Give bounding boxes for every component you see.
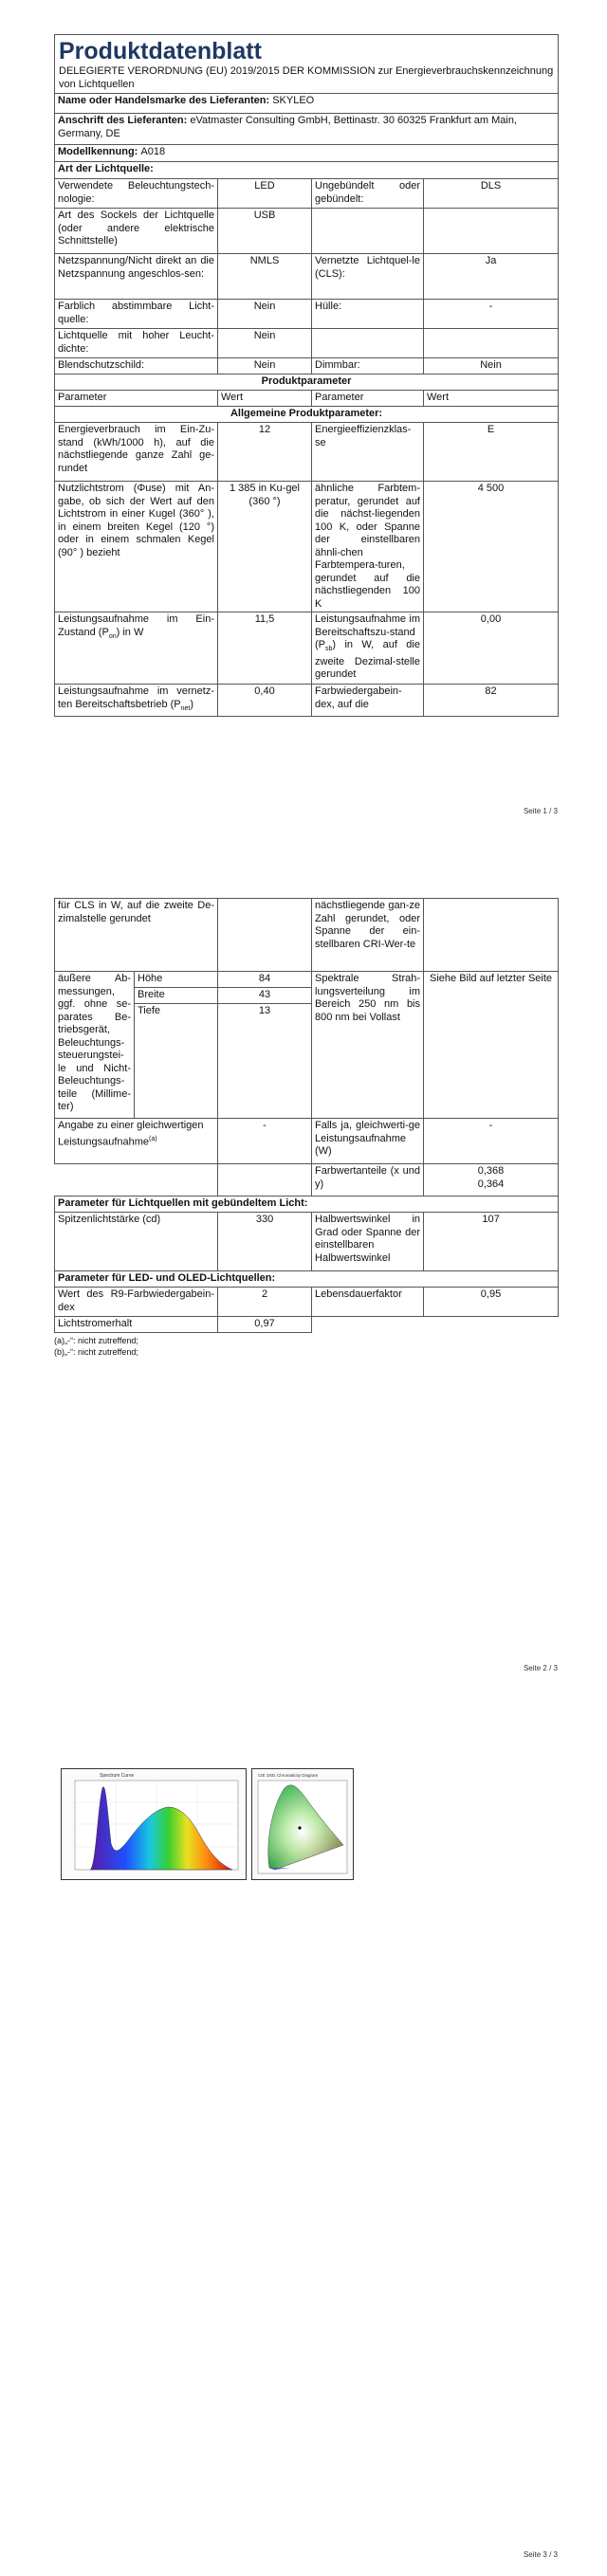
col-parameter-2: Parameter <box>312 391 424 407</box>
page-1 <box>0 0 607 830</box>
cct-label: ähnliche Farbtem-peratur, gerundet auf die nächst-liegenden 100 K, oder Spanne der einstellbaren ähnli-chen Farbtempera-turen, gerundet auf die nächstliegenden 100 K <box>312 482 424 612</box>
page-2 <box>0 830 607 1683</box>
beam-angle-value: 107 <box>424 1213 559 1271</box>
supplier-name-label: Name oder Handelsmarke des Lieferanten: <box>58 95 270 106</box>
equivalent-power-claim-label: Falls ja, gleichwerti-ge Leistungsaufnahme (W) <box>312 1119 424 1164</box>
standby-power-value: 0,00 <box>424 612 559 685</box>
col-value-2: Wert <box>424 391 559 407</box>
lumen-maintenance-label: Lichtstromerhalt <box>55 1317 218 1333</box>
cri-label-cont: nächstliegende gan-ze Zahl gerundet, oder Spanne der ein-stellbaren CRI-Wer-te <box>312 899 424 972</box>
page-title: Produktdatenblatt <box>59 38 262 64</box>
standby-power-label: Leistungsaufnahme im Bereitschaftszu-stand $(P_{sb})$ in W, auf die zweite Dezimal-stelle gerundet <box>312 612 424 685</box>
cie-figure <box>251 1768 354 1880</box>
tunable-label: Farblich abstimmbare Licht-quelle: <box>55 300 218 329</box>
page-number-2: Seite 2 / 3 <box>523 1664 558 1672</box>
networked-standby-label-cont: für CLS in W, auf die zweite De-zimalstelle gerundet <box>55 899 218 972</box>
r9-value: 2 <box>218 1288 312 1317</box>
peak-intensity-label: Spitzenlichtstärke (cd) <box>55 1213 218 1271</box>
cap-type-value: USB <box>218 209 312 254</box>
page-number-3: Seite 3 / 3 <box>523 2550 558 2559</box>
power-on-value: 11,5 <box>218 612 312 685</box>
useful-flux-label: Nutzlichtstrom (Φuse) mit An-gabe, ob sich der Wert auf den Lichtstrom in einer Kugel (360° ), in einem breiten Kegel (120 °) oder in einem schmalen Kegel (90° ) bezieht <box>55 482 218 612</box>
equivalent-power-label: Angabe zu einer gleichwertigen Leistungsaufnahme$^{(a)}$ <box>55 1119 218 1164</box>
cie-point <box>298 1826 301 1829</box>
depth-value: 13 <box>218 1004 312 1119</box>
address-row <box>55 114 559 145</box>
footnote-a: (a)„-“: nicht zutreffend; <box>54 1336 138 1345</box>
lumen-maintenance-value: 0,97 <box>218 1317 312 1333</box>
mains-value: NMLS <box>218 254 312 300</box>
high-luminance-label: Lichtquelle mit hoher Leucht-dichte: <box>55 329 218 358</box>
product-parameters-heading: Produktparameter <box>55 375 559 391</box>
directional-label: Ungebündelt oder gebündelt: <box>312 179 424 209</box>
supplier-name: SKYLEO <box>272 95 315 106</box>
peak-intensity-value: 330 <box>218 1213 312 1271</box>
width-value: 43 <box>218 988 312 1004</box>
mains-label: Netzspannung/Nicht direkt an die Netzspannung angeschlos-sen: <box>55 254 218 300</box>
envelope-label: Hülle: <box>312 300 424 329</box>
spectral-distribution-label: Spektrale Strah-lungsverteilung im Bereich 250 nm bis 800 nm bei Vollast <box>312 972 424 1119</box>
energy-consumption-value: 12 <box>218 423 312 482</box>
cap-type-label: Art des Sockels der Lichtquelle (oder andere elektrische Schnittstelle) <box>55 209 218 254</box>
light-source-type-label: Art der Lichtquelle: <box>55 162 559 179</box>
dimensions-label: äußere Ab-messungen, ggf. ohne se-parates Be-triebsgerät, Beleuchtungs-steuerungstei-le und Nicht-Beleuchtungs-teile (Millime-ter) <box>55 972 135 1119</box>
survival-factor-value: 0,95 <box>424 1288 559 1317</box>
spectral-distribution-value: Siehe Bild auf letzter Seite <box>424 972 559 1119</box>
height-label: Höhe <box>135 972 218 988</box>
datasheet-page-2 <box>54 898 558 1358</box>
cls-value: Ja <box>424 254 559 300</box>
networked-standby-value: 0,40 <box>218 685 312 717</box>
address: eVatmaster Consulting GmbH, Bettinastr. 30 60325 Frankfurt am Main, Germany, DE <box>58 115 517 139</box>
dimmable-value: Nein <box>424 358 559 375</box>
networked-standby-label: Leistungsaufnahme im vernetz-ten Bereitschaftsbetrieb $(P_{net})$ <box>55 685 218 717</box>
model-value: A018 <box>140 146 166 157</box>
survival-factor-label: Lebensdauerfaktor <box>312 1288 424 1317</box>
model-label: Modellkennung: <box>58 146 138 157</box>
chromaticity-y: 0,364 <box>477 1178 505 1190</box>
page-3 <box>0 1683 607 2576</box>
tunable-value: Nein <box>218 300 312 329</box>
useful-flux-value: 1 385 in Ku-gel (360 °) <box>218 482 312 612</box>
power-on-label: Leistungsaufnahme im Ein-Zustand $(P_{on})$ in W <box>55 612 218 685</box>
spectrum-chart <box>62 1769 246 1879</box>
cri-value: 82 <box>424 685 559 717</box>
chromaticity-label: Farbwertanteile (x und y) <box>312 1164 424 1197</box>
header-table <box>54 34 559 717</box>
depth-label: Tiefe <box>135 1004 218 1119</box>
equivalent-power-value: - <box>218 1119 312 1164</box>
dimmable-label: Dimmbar: <box>312 358 424 375</box>
col-parameter: Parameter <box>55 391 218 407</box>
address-label: Anschrift des Lieferanten: <box>58 115 188 126</box>
parameters-table-continued <box>54 898 559 1333</box>
equivalent-power-claim-value: - <box>424 1119 559 1164</box>
width-label: Breite <box>135 988 218 1004</box>
cri-label: Farbwiedergabein-dex, auf die <box>312 685 424 717</box>
chromaticity-value <box>424 1164 559 1197</box>
dls-parameters-heading: Parameter für Lichtquellen mit gebündeltem Licht: <box>55 1197 559 1213</box>
height-value: 84 <box>218 972 312 988</box>
datasheet-page-1 <box>54 34 558 717</box>
anti-glare-label: Blendschutzschild: <box>55 358 218 375</box>
col-value: Wert <box>218 391 312 407</box>
beam-angle-label: Halbwertswinkel in Grad oder Spanne der einstellbaren Halbwertswinkel <box>312 1213 424 1271</box>
energy-class-label: Energieeffizienzklas-se <box>312 423 424 482</box>
r9-label: Wert des R9-Farbwiedergabein-dex <box>55 1288 218 1317</box>
regulation-text: DELEGIERTE VERORDNUNG (EU) 2019/2015 DER KOMMISSION zur Energieverbrauchskennzeichnung von Lichtquellen <box>59 65 554 90</box>
chromaticity-x: 0,368 <box>477 1165 505 1177</box>
led-parameters-heading: Parameter für LED- und OLED-Lichtquellen: <box>55 1271 559 1288</box>
technology-value: LED <box>218 179 312 209</box>
technology-label: Verwendete Beleuchtungstech-nologie: <box>55 179 218 209</box>
model-row <box>55 145 559 162</box>
spectrum-figure <box>61 1768 247 1880</box>
high-luminance-value: Nein <box>218 329 312 358</box>
energy-class-value: E <box>424 423 559 482</box>
directional-value: DLS <box>424 179 559 209</box>
cls-label: Vernetzte Lichtquel-le (CLS): <box>312 254 424 300</box>
cie-chart <box>252 1769 353 1879</box>
cct-value: 4 500 <box>424 482 559 612</box>
envelope-value: - <box>424 300 559 329</box>
general-parameters-heading: Allgemeine Produktparameter: <box>55 407 559 423</box>
footnote-b: (b)„-“: nicht zutreffend; <box>54 1347 138 1357</box>
energy-consumption-label: Energieverbrauch im Ein-Zu-stand (kWh/1000 h), auf die nächstliegende ganze Zahl ge-rundet <box>55 423 218 482</box>
anti-glare-value: Nein <box>218 358 312 375</box>
cie-title: CIE 1931 Chromaticity Diagram <box>258 1773 319 1778</box>
page-number-1: Seite 1 / 3 <box>523 807 558 815</box>
supplier-name-row <box>55 94 559 114</box>
spectrum-title: Spectrum Curve <box>100 1773 135 1779</box>
